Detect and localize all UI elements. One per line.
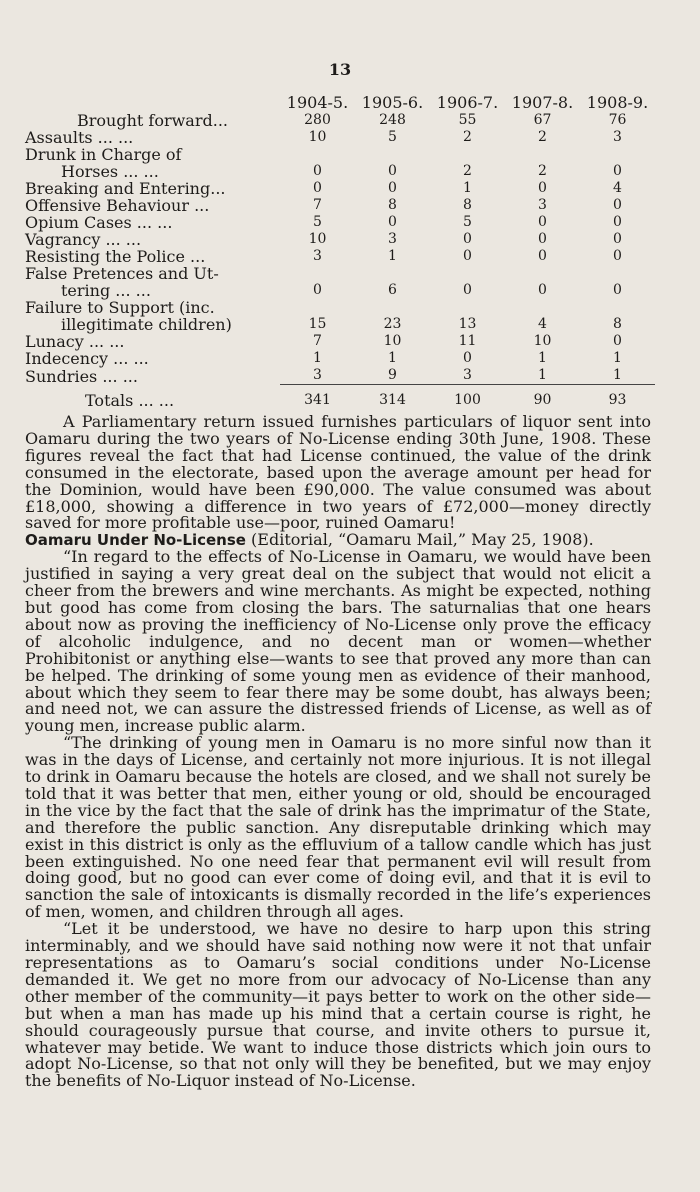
year-header: 1906-7. — [436, 93, 499, 112]
row-label: tering ... ... — [61, 281, 151, 300]
cell-value: 1 — [388, 350, 397, 366]
row-label: Lunacy ... ... — [25, 332, 125, 351]
cell-value — [430, 146, 505, 163]
cell-value: 9 — [388, 367, 397, 383]
cell-value: 1 — [538, 350, 547, 366]
cell-value: 0 — [613, 282, 622, 298]
cell-value: 0 — [613, 248, 622, 264]
totals-label: Totals ... ... — [85, 391, 175, 410]
cell-value: 5 — [313, 214, 322, 230]
cell-value: 8 — [613, 316, 622, 332]
cell-value: 1 — [463, 180, 472, 196]
cell-value: 10 — [308, 129, 327, 145]
row-label: Indecency ... ... — [25, 349, 149, 368]
table-row — [25, 197, 655, 214]
cell-value: 0 — [388, 163, 397, 179]
cell-value: 67 — [533, 112, 552, 128]
brought-forward-row — [25, 111, 655, 129]
cell-value — [355, 146, 430, 163]
table-row — [25, 129, 655, 146]
cell-value: 2 — [538, 129, 547, 145]
cell-value — [280, 146, 355, 163]
row-label: Resisting the Police ... — [25, 247, 206, 266]
year-header: 1905-6. — [361, 93, 424, 112]
cell-value: 5 — [463, 214, 472, 230]
cell-value: 0 — [388, 214, 397, 230]
cell-value: 8 — [463, 197, 472, 213]
table-row — [25, 316, 655, 333]
cell-value — [280, 265, 355, 282]
row-label: illegitimate children) — [61, 315, 232, 334]
cell-value: 0 — [463, 248, 472, 264]
cell-value: 0 — [613, 333, 622, 349]
paragraph: “The drinking of young men in Oamaru is no more sinful now than it was in the days of License, and certainly not more injurious. It is not illegal to drink in Oamaru because the hotels are closed, and we shall not surely be told that it was better that men, either young or old, should be encouraged in the vice by the fact that the sale of drink has the imprimatur of the State, and therefore the public sanction. Any disreputable drinking which may exist in this district is only as the effluvium of a tallow candle which has just been extinguished. No one need fear that permanent evil will result from doing good, but no good can ever come of doing evil, and that it is evil to sanction the sale of intoxicants is dismally recorded in the life’s experiences of men, women, and children through all ages. — [25, 733, 651, 922]
cell-value: 10 — [383, 333, 402, 349]
row-label: Failure to Support (inc. — [25, 298, 215, 317]
cell-value: 2 — [463, 163, 472, 179]
cell-value: 76 — [608, 112, 627, 128]
cell-value: 4 — [538, 316, 547, 332]
cell-value — [580, 299, 655, 316]
cell-value: 3 — [538, 197, 547, 213]
year-header: 1908-9. — [586, 93, 649, 112]
row-label: Sundries ... ... — [25, 366, 138, 386]
cell-value: 0 — [463, 350, 472, 366]
cell-value — [505, 299, 580, 316]
cell-value: 4 — [613, 180, 622, 196]
cell-value: 55 — [458, 112, 477, 128]
cell-value: 2 — [463, 129, 472, 145]
row-label: Vagrancy ... ... — [25, 230, 142, 249]
cell-value — [355, 265, 430, 282]
cell-value: 5 — [388, 129, 397, 145]
offences-table — [25, 94, 655, 409]
cell-value: 2 — [538, 163, 547, 179]
cell-value: 0 — [388, 180, 397, 196]
cell-value: 10 — [533, 333, 552, 349]
table-row — [25, 214, 655, 231]
cell-value — [430, 299, 505, 316]
total-value: 100 — [430, 385, 505, 410]
cell-value: 0 — [613, 163, 622, 179]
page-number: 13 — [328, 60, 352, 79]
cell-value: 6 — [388, 282, 397, 298]
cell-value: 0 — [313, 163, 322, 179]
paragraph: “In regard to the effects of No-License in Oamaru, we would have been justified in saying a very great deal on the subject that would not elicit a cheer from the brewers and wine merchants. As might be expected, nothing but good has come from closing the bars. The saturnalias that one hears about now as proving the inefficiency of No-License only prove the efficacy of alcoholic indulgence, and no decent man or women—whether Prohibitonist or anything else—wants to see that proved any more than can be helped. The drinking of some young men as evidence of their manhood, about which they seem to fear there may be some doubt, has always been; and need not, we can assure the distressed friends of License, as well as of young men, increase public alarm. — [25, 547, 651, 736]
cell-value: 1 — [313, 350, 322, 366]
cell-value: 8 — [388, 197, 397, 213]
row-label: Breaking and Entering... — [25, 179, 226, 198]
cell-value — [580, 146, 655, 163]
row-label: Drunk in Charge of — [25, 145, 182, 164]
cell-value: 23 — [383, 316, 402, 332]
totals-row — [25, 385, 655, 410]
table-row — [25, 367, 655, 385]
cell-value: 3 — [313, 248, 322, 264]
cell-value: 0 — [613, 231, 622, 247]
cell-value: 3 — [613, 129, 622, 145]
cell-value: 11 — [458, 333, 477, 349]
cell-value: 13 — [458, 316, 477, 332]
cell-value: 0 — [538, 180, 547, 196]
cell-value: 3 — [463, 367, 472, 383]
year-header: 1904-5. — [286, 93, 349, 112]
cell-value: 3 — [313, 367, 322, 383]
editorial-source: (Editorial, “Oamaru Mail,” May 25, 1908). — [251, 530, 594, 550]
table-row — [25, 163, 655, 180]
table-row — [25, 231, 655, 248]
cell-value: 0 — [313, 282, 322, 298]
cell-value: 15 — [308, 316, 327, 332]
cell-value — [505, 146, 580, 163]
cell-value: 280 — [304, 112, 331, 128]
cell-value: 0 — [538, 214, 547, 230]
total-value: 90 — [505, 385, 580, 410]
row-label: Horses ... ... — [61, 162, 159, 181]
table-row — [25, 146, 655, 163]
paragraph: A Parliamentary return issued furnishes particulars of liquor sent into Oamaru during the two years of No-License ending 30th June, 1908. These figures reveal the fact that had License continued, the value of the drink consumed in the electorate, based upon the average amount per head for the Dominion, would have been £90,000. The value consumed was about £18,000, showing a difference in two years of £72,000—money directly saved for more profitable use—poor, ruined Oamaru! — [25, 412, 651, 533]
year-header-row — [25, 94, 655, 111]
table-row — [25, 350, 655, 367]
row-label: Offensive Behaviour ... — [25, 196, 210, 215]
cell-value: 248 — [379, 112, 406, 128]
total-value: 314 — [355, 385, 430, 410]
cell-value: 0 — [538, 248, 547, 264]
year-header: 1907-8. — [511, 93, 574, 112]
table-row — [25, 282, 655, 299]
cell-value — [355, 299, 430, 316]
row-label: False Pretences and Ut- — [25, 264, 219, 283]
table-row — [25, 265, 655, 282]
row-label: Opium Cases ... ... — [25, 213, 173, 232]
cell-value: 0 — [463, 282, 472, 298]
cell-value: 7 — [313, 333, 322, 349]
row-label: Assaults ... ... — [25, 128, 134, 147]
cell-value: 0 — [613, 197, 622, 213]
total-value: 93 — [580, 385, 655, 410]
cell-value: 0 — [463, 231, 472, 247]
cell-value — [280, 299, 355, 316]
article-text — [25, 414, 651, 1090]
cell-value — [505, 265, 580, 282]
cell-value — [580, 265, 655, 282]
cell-value: 3 — [388, 231, 397, 247]
cell-value: 1 — [388, 248, 397, 264]
cell-value: 10 — [308, 231, 327, 247]
cell-value: 0 — [613, 214, 622, 230]
table-row — [25, 248, 655, 265]
cell-value: 0 — [313, 180, 322, 196]
cell-value: 1 — [613, 367, 622, 383]
cell-value — [430, 265, 505, 282]
total-value: 341 — [280, 385, 355, 410]
cell-value: 1 — [613, 350, 622, 366]
cell-value: 7 — [313, 197, 322, 213]
cell-value: 1 — [538, 367, 547, 383]
row-label: Brought forward... — [77, 111, 228, 130]
editorial-heading: Oamaru Under No-License — [25, 531, 246, 550]
table-row — [25, 299, 655, 316]
cell-value: 0 — [538, 282, 547, 298]
table-row — [25, 180, 655, 197]
paragraph: “Let it be understood, we have no desire to harp upon this string interminably, and we should have said nothing now were it not that unfair representations as to Oamaru’s social conditions under No-License demanded it. We get no more from our advocacy of No-License than any other member of the community—it pays better to work on the other side—but when a man has made up his mind that a certain course is right, he should courageously pursue that course, and invite others to pursue it, whatever may betide. We want to induce those districts which join ours to adopt No-License, so that not only will they be benefited, but we may enjoy the benefits of No-Liquor instead of No-License. — [25, 919, 651, 1091]
cell-value: 0 — [538, 231, 547, 247]
table-row — [25, 333, 655, 350]
